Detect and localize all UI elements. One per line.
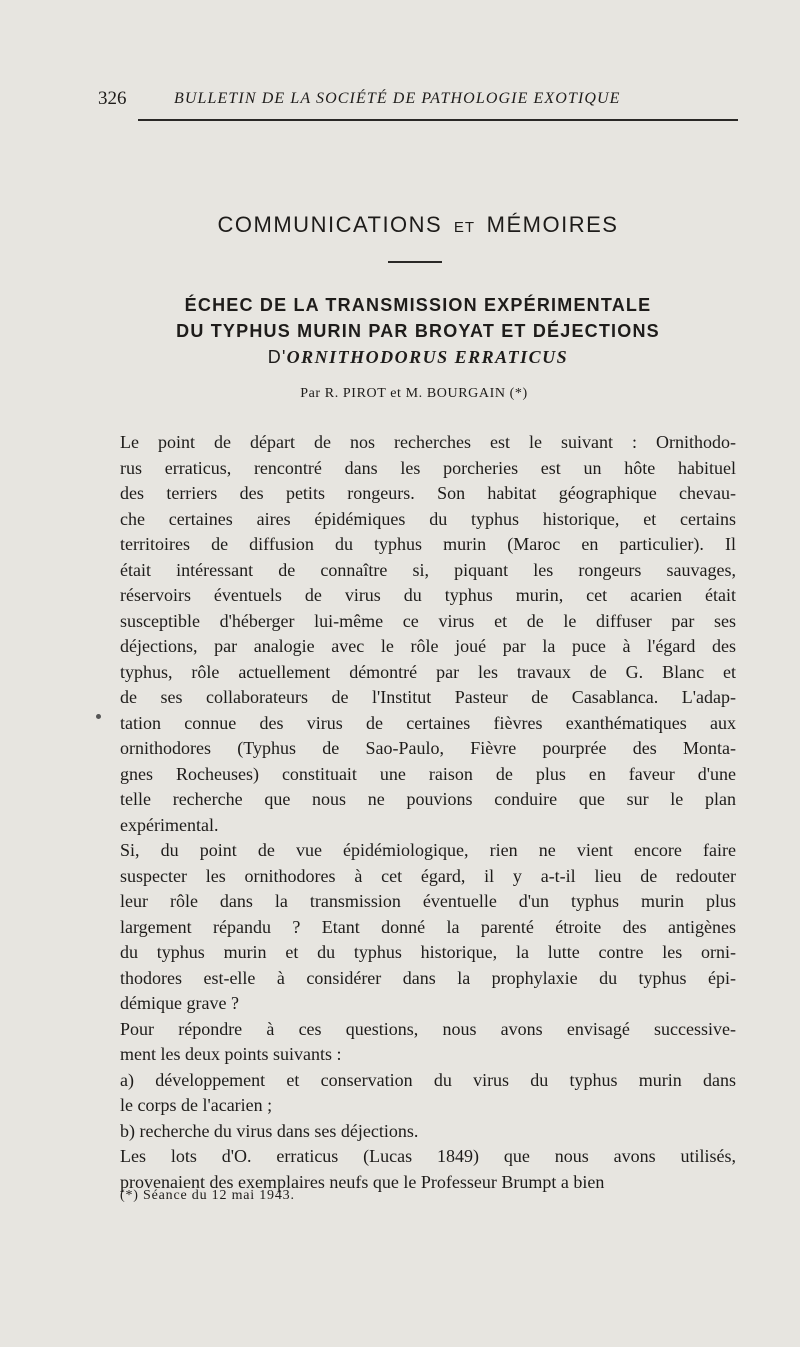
body-line: ornithodores (Typhus de Sao-Paulo, Fièvre pourprée des Monta- [120,738,736,758]
body-line: des terriers des petits rongeurs. Son habitat géographique chevau- [120,483,736,503]
margin-speck [96,714,101,719]
body-line: réservoirs éventuels de virus du typhus murin, cet acarien était [120,585,736,605]
article-title-species: ORNITHODORUS ERRATICUS [286,347,569,367]
body-line: expérimental. [120,814,219,835]
running-header [98,88,738,118]
body-line: a) développement et conservation du virus du typhus murin dans [120,1069,736,1090]
body-line: b) recherche du virus dans ses déjections. [120,1120,419,1141]
article-title-line-3 [0,344,800,370]
body-line: gnes Rocheuses) constituait une raison de plus en faveur d'une [120,763,736,784]
body-line: typhus, rôle actuellement démontré par les travaux de G. Blanc et [120,661,736,682]
section-heading-conjunction: ET [453,219,476,236]
section-divider [388,261,442,263]
article-title-line-2: DU TYPHUS MURIN PAR BROYAT ET DÉJECTIONS [176,321,660,341]
article-title-line-1: ÉCHEC DE LA TRANSMISSION EXPÉRIMENTALE [184,295,652,315]
body-line: telle recherche que nous ne pouvions conduire que sur le plan [120,789,736,809]
running-title: BULLETIN DE LA SOCIÉTÉ DE PATHOLOGIE EXOTIQUE [174,90,621,107]
body-line: démique grave ? [120,993,239,1013]
author-byline: Par R. PIROT et M. BOURGAIN (*) [300,386,528,401]
body-line: de ses collaborateurs de l'Institut Pasteur de Casablanca. L'adap- [120,687,736,707]
page-number: 326 [98,88,127,109]
section-heading-part3: MÉMOIRES [486,212,619,237]
body-line: suspecter les ornithodores à cet égard, il y a-t-il lieu de redouter [120,865,736,886]
body-line: leur rôle dans la transmission éventuelle d'un typhus murin plus [120,891,736,911]
article-title-prefix: D' [267,347,287,367]
body-line: était intéressant de connaître si, piquant les rongeurs sauvages, [120,559,736,580]
body-line: ment les deux points suivants : [120,1044,342,1064]
body-line: territoires de diffusion du typhus murin (Maroc en particulier). Il [120,534,736,554]
header-rule [138,119,738,121]
body-line: Si, du point de vue épidémiologique, rien ne vient encore faire [120,840,736,860]
body-line: déjections, par analogie avec le rôle joué par la puce à l'égard des [120,636,736,656]
footnote: (*) Séance du 12 mai 1943. [120,1188,295,1203]
body-line: che certaines aires épidémiques du typhus historique, et certains [120,508,736,529]
body-line: Pour répondre à ces questions, nous avons envisagé successive- [120,1018,736,1039]
body-line: Les lots d'O. erraticus (Lucas 1849) que nous avons utilisés, [120,1146,736,1166]
body-line: tation connue des virus de certaines fièvres exanthématiques aux [120,712,736,733]
section-heading-part1: COMMUNICATIONS [217,212,443,237]
section-heading [0,212,800,238]
body-line: thodores est-elle à considérer dans la prophylaxie du typhus épi- [120,967,736,988]
body-line: le corps de l'acarien ; [120,1095,273,1115]
article-body [120,430,736,1195]
body-line: rus erraticus, rencontré dans les porcheries est un hôte habituel [120,457,736,478]
body-line: provenaient des exemplaires neufs que le Professeur Brumpt a bien [120,1171,605,1192]
body-line: Le point de départ de nos recherches est le suivant : Ornithodo- [120,432,736,452]
body-line: susceptible d'héberger lui-même ce virus et de le diffuser par ses [120,610,736,631]
body-line: du typhus murin et du typhus historique, la lutte contre les orni- [120,942,736,962]
body-line: largement répandu ? Etant donné la parenté étroite des antigènes [120,916,736,937]
